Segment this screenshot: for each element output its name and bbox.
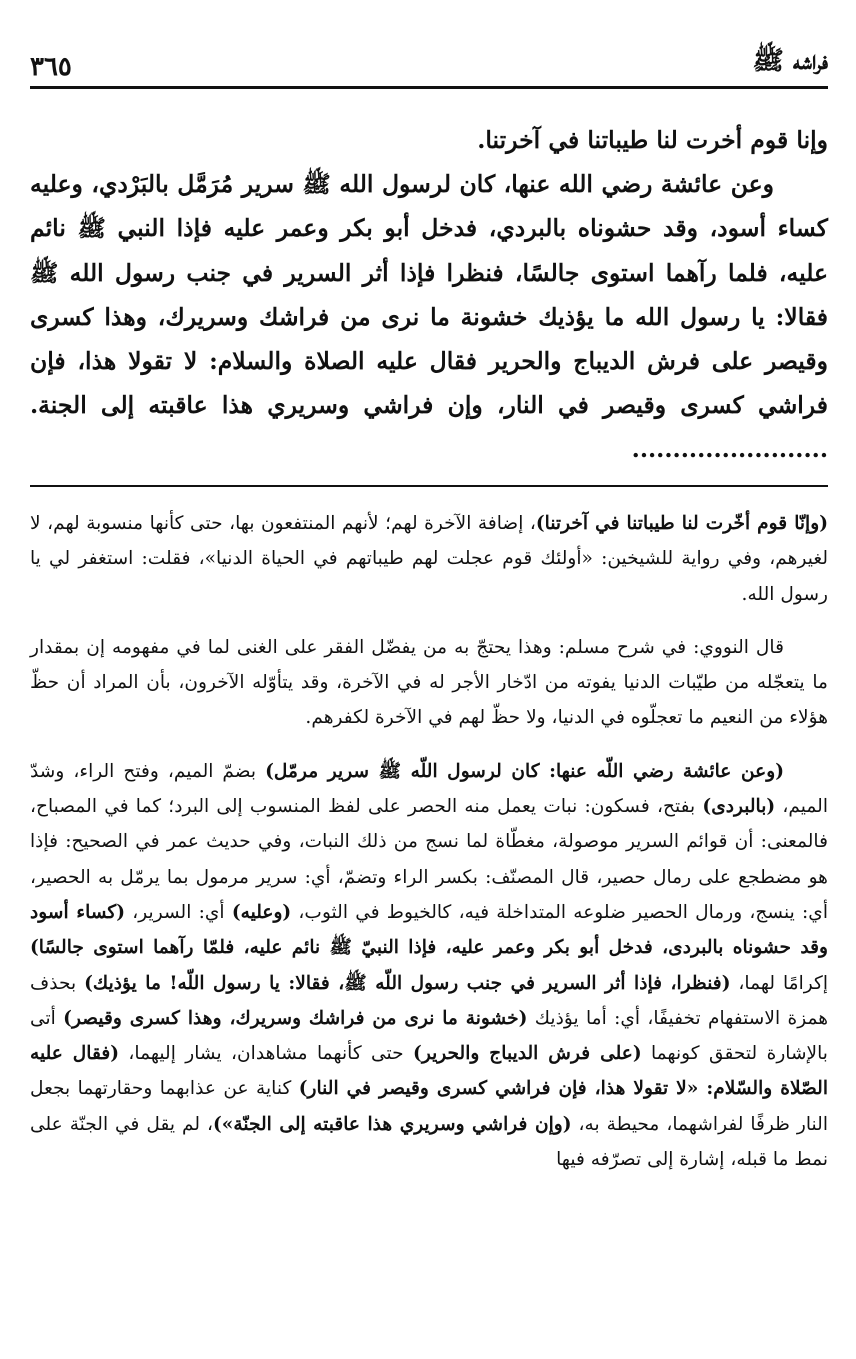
commentary-text: إكرامًا لهما،	[730, 972, 829, 994]
commentary-text: ، إضافة الآخرة لهم؛ لأنهم المنتفعون بها، حتى كأنها منسوبة لهم، لا لغيرهم، وفي رواية للشيخين: «أولئك قوم عجلت لهم طيباتهم في الحياة الدنيا»، فقلت: استغفر لي يا رسول الله.	[30, 513, 828, 605]
quoted-text: (وعن عائشة رضي اللّه عنها: كان لرسول اللّه ﷺ سرير مرمّل)	[265, 760, 784, 782]
commentary-text: بضمّ الميم، وفتح الراء، وشدّ الميم،	[30, 760, 828, 818]
quoted-text: (على فرش الديباج والحرير)	[413, 1043, 642, 1065]
commentary-text: حتى كأنهما مشاهدان، يشار إليهما،	[119, 1043, 414, 1065]
commentary-text: بحذف همزة الاستفهام تخفيفًا، أي: أما يؤذيك	[30, 972, 829, 1029]
main-line-1: وإنا قوم أخرت لنا طيباتنا في آخرتنا.	[477, 126, 828, 154]
commentary-paragraph-1	[30, 506, 828, 612]
commentary-text: أي: السرير،	[125, 901, 232, 923]
chapter-title: فراشه ﷺ	[752, 46, 828, 76]
main-paragraph-2: وعن عائشة رضي الله عنها، كان لرسول الله ﷺ سرير مُرَمَّل بالبَرْدي، وعليه كساء أسود، وقد حشوناه بالبردي، فدخل أبو بكر وعمر عليه فإذا النبي ﷺ نائم عليه، فلما رآهما استوى جالسًا، فنظرا فإذا أثر السرير في جنب رسول الله ﷺ فقالا: يا رسول الله ما يؤذيك خشونة ما نرى من فراشك وسريرك، وهذا كسرى وقيصر على فرش الديباج والحرير فقال عليه الصلاة والسلام: لا تقولا هذا، فإن فراشي كسرى وقيصر في النار، وإن فراشي وسريري هذا عاقبته إلى الجنة. ........................	[30, 170, 828, 464]
quoted-text: (وإن فراشي وسريري هذا عاقبته إلى الجنّة»)	[212, 1113, 572, 1135]
commentary-paragraph-2: قال النووي: في شرح مسلم: وهذا يحتجّ به من يفضّل الفقر على الغنى لما في مفهومه إن بمقدار ما يتعجّله من طيّبات الدنيا يفوته من ادّخار الأجر له في الآخرة، وقد يتأوّله الآخرون، بأن المراد أن حظّ هؤلاء من النعيم ما تعجلّوه في الدنيا، ولا حظّ لهم في الآخرة لكفرهم.	[30, 636, 828, 729]
commentary-text: أتى بالإشارة لتحقق كونهما	[30, 1007, 828, 1065]
commentary	[30, 506, 828, 1177]
main-text	[30, 118, 828, 472]
quoted-text: (فنظرا، فإذا أثر السرير في جنب رسول اللّه ﷺ، فقالا: يا رسول اللّه! ما يؤذيك)	[84, 972, 731, 994]
running-head	[30, 38, 828, 82]
quoted-text: (خشونة ما نرى من فراشك وسريرك، وهذا كسرى وقيصر)	[63, 1007, 528, 1029]
header-rule	[30, 86, 828, 89]
commentary-text: ، لم يقل في الجنّة على نمط ما قبله، إشارة إلى تصرّفه فيها	[30, 1113, 828, 1171]
quoted-text: (بالبردى)	[702, 796, 776, 818]
commentary-text: بفتح، فسكون: نبات يعمل منه الحصر على لفظ المنسوب إلى البرد؛ كما في المصباح، فالمعنى: أن قوائم السرير موصولة، مغطّاة لما نسج من ذلك النبات، وفي حديث عمر في الصحيح: فإذا هو مضطجع على رمال حصير، قال المصنّف: بكسر الراء وتضمّ، أي: سرير مرمول بما يرمّل به الحصير، أي: ينسج، ورمال الحصير ضلوعه المتداخلة فيه، كالخيوط في الثوب،	[30, 796, 828, 923]
page-number: ٣٦٥	[30, 52, 72, 82]
commentary-text: كناية عن عذابهما وحقارتهما بجعل النار ظرفًا لفراشهما، محيطة به،	[30, 1078, 828, 1135]
commentary-rule	[30, 485, 828, 487]
quoted-text: (وإنّا قوم أخّرت لنا طيباتنا في آخرتنا)	[535, 513, 829, 534]
quoted-text: (وعليه)	[231, 901, 292, 923]
commentary-paragraph-3	[30, 754, 828, 1178]
quoted-text: (فقال عليه الصّلاة والسّلام: «لا تقولا هذا، فإن فراشي كسرى وقيصر في النار)	[30, 1043, 828, 1100]
quoted-text: (كساء أسود وقد حشوناه بالبردى، فدخل أبو بكر وعمر عليه، فإذا النبيّ ﷺ نائم عليه، فلمّا رآهما استوى جالسًا)	[30, 901, 828, 959]
